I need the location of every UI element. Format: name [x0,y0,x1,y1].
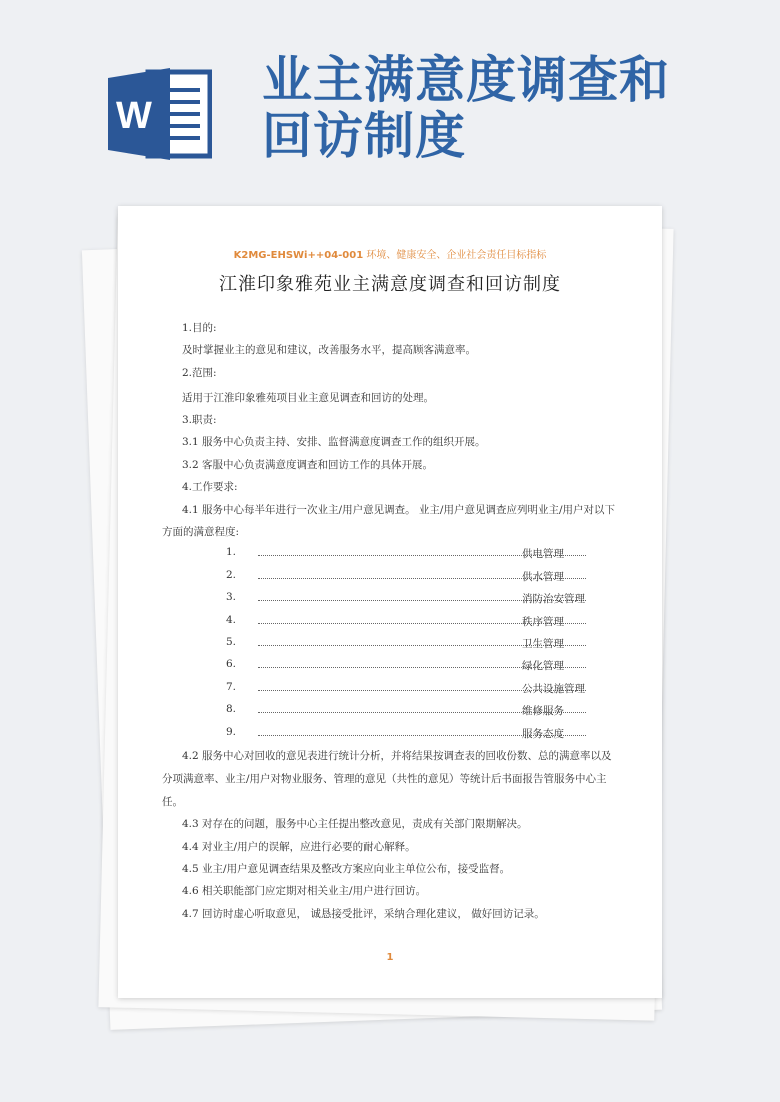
list-label: 供水管理 [522,571,564,583]
banner-title-line1: 业主满意度调查和 [262,51,670,109]
paragraph: 4.7 回访时虚心听取意见， 诚恳接受批评，采纳合理化建议， 做好回访记录。 [182,908,545,920]
list-item [226,703,586,717]
list-label: 绿化管理 [522,660,564,672]
header-text: 环境、健康安全、企业社会责任目标指标 [366,250,547,261]
list-label: 秩序管理 [522,616,564,628]
list-label: 供电管理 [522,548,564,560]
paragraph: 2.范围: [182,367,217,379]
paragraph: 1.目的: [182,322,217,334]
word-icon-letter: W [116,95,152,137]
list-number: 2. [226,569,237,581]
list-item [226,546,586,560]
list-label: 服务态度 [522,728,564,740]
document-header [118,246,662,261]
paragraph: 4.3 对存在的问题，服务中心主任提出整改意见，责成有关部门限期解决。 [182,818,528,830]
page-number: 1 [386,952,394,963]
paragraph: 3.职责: [182,414,217,426]
list-number: 3. [226,591,237,603]
list-number: 8. [226,703,237,715]
document-title: 江淮印象雅苑业主满意度调查和回访制度 [219,274,561,295]
list-label: 卫生管理 [522,638,564,650]
paragraph: 4.4 对业主/用户的误解，应进行必要的耐心解释。 [182,841,416,853]
paragraph: 4.6 相关职能部门应定期对相关业主/用户进行回访。 [182,885,427,897]
paragraph: 3.1 服务中心负责主持、安排、监督满意度调查工作的组织开展。 [182,436,486,448]
paragraph: 4.工作要求: [182,481,238,493]
banner-title [262,52,762,164]
list-item [226,726,586,740]
list-item [226,591,586,605]
list-item [226,658,586,672]
list-item [226,614,586,628]
paragraph: 4.5 业主/用户意见调查结果及整改方案应向业主单位公布，接受监督。 [182,863,511,875]
list-number: 1. [226,546,237,558]
header-code: K2MG-EHSWi++04-001 [233,250,364,261]
paragraph: 任。 [162,796,183,808]
paragraph: 分项满意率、业主/用户对物业服务、管理的意见（共性的意见）等统计后书面报告管服务中心主 [162,773,607,785]
list-item [226,636,586,650]
list-item [226,681,586,695]
paragraph: 4.2 服务中心对回收的意见表进行统计分析，并将结果按调查表的回收份数、总的满意率以及 [182,750,612,762]
list-label: 公共设施管理 [522,683,585,695]
paragraph: 4.1 服务中心每半年进行一次业主/用户意见调查。 业主/用户意见调查应列明业主/用户对以下 [182,504,615,516]
paragraph: 3.2 客服中心负责满意度调查和回访工作的具体开展。 [182,459,434,471]
list-label: 维修服务 [522,705,564,717]
list-number: 5. [226,636,237,648]
list-item [226,569,586,583]
list-number: 6. [226,658,237,670]
paragraph: 及时掌握业主的意见和建议，改善服务水平，提高顾客满意率。 [182,344,476,356]
paragraph: 适用于江淮印象雅苑项目业主意见调查和回访的处理。 [182,392,434,404]
paragraph: 方面的满意程度: [162,526,240,538]
word-document-icon [108,66,212,162]
list-label: 消防治安管理 [522,593,585,605]
list-number: 9. [226,726,237,738]
document-page [118,206,662,998]
list-number: 4. [226,614,237,626]
list-number: 7. [226,681,237,693]
banner-title-line2: 回访制度 [262,107,466,165]
